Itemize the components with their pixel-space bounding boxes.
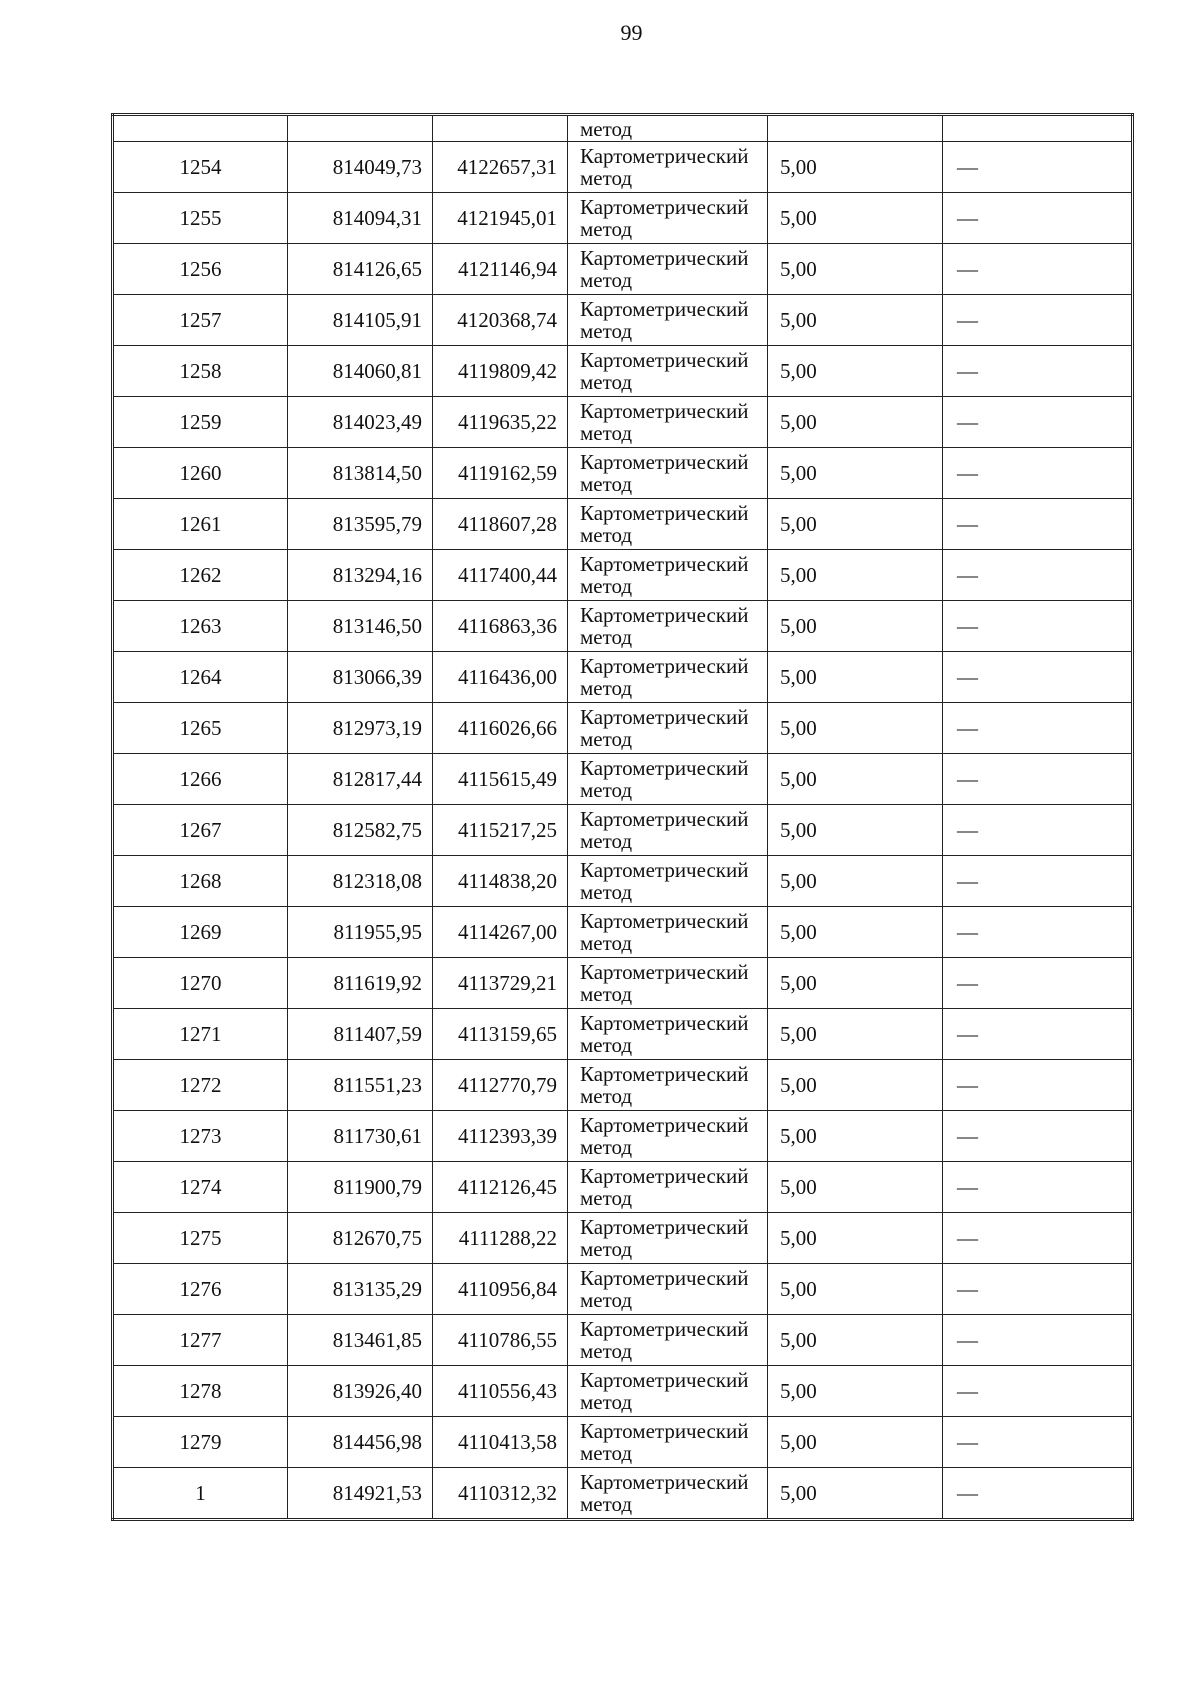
cell-num: 1269: [113, 907, 288, 958]
method-line-1: Картометрический: [580, 1266, 749, 1290]
cell-desc: —: [943, 244, 1133, 295]
cell-accuracy: 5,00: [768, 1162, 943, 1213]
cell-x: 813595,79: [288, 499, 433, 550]
cell-accuracy: 5,00: [768, 703, 943, 754]
cell-y: 4120368,74: [433, 295, 568, 346]
cell-num: 1264: [113, 652, 288, 703]
cell-method: [568, 907, 768, 958]
method-line-1: Картометрический: [580, 1113, 749, 1137]
page-number: 99: [620, 20, 643, 45]
method-line-2: метод: [580, 727, 633, 751]
cell-y: 4112393,39: [433, 1111, 568, 1162]
cell-accuracy: 5,00: [768, 1315, 943, 1366]
method-line-1: Картометрический: [580, 960, 749, 984]
cell-num: 1257: [113, 295, 288, 346]
method-line-2: метод: [580, 1441, 633, 1465]
table-row: [113, 1111, 1133, 1162]
method-line-1: Картометрический: [580, 1215, 749, 1239]
cell-desc: —: [943, 448, 1133, 499]
cell-desc: —: [943, 805, 1133, 856]
cell-num: 1255: [113, 193, 288, 244]
method-line-2: метод: [580, 1492, 633, 1516]
cell-y: 4121146,94: [433, 244, 568, 295]
table-row: [113, 1060, 1133, 1111]
cell-desc: —: [943, 652, 1133, 703]
table-row: [113, 448, 1133, 499]
method-line-2: метод: [580, 1288, 633, 1312]
cell-accuracy: 5,00: [768, 295, 943, 346]
method-line-1: Картометрический: [580, 450, 749, 474]
table-row: [113, 1009, 1133, 1060]
table-row: [113, 1162, 1133, 1213]
cell-method: метод: [568, 115, 768, 142]
cell-num: 1263: [113, 601, 288, 652]
cell-method: [568, 1417, 768, 1468]
table-row: [113, 295, 1133, 346]
cell-desc: —: [943, 1009, 1133, 1060]
cell-x: 813066,39: [288, 652, 433, 703]
method-line-2: метод: [580, 1339, 633, 1363]
table-row: [113, 397, 1133, 448]
cell-y: 4110956,84: [433, 1264, 568, 1315]
cell-x: 814921,53: [288, 1468, 433, 1520]
cell-y: 4110786,55: [433, 1315, 568, 1366]
cell-desc: —: [943, 193, 1133, 244]
method-line-2: метод: [580, 676, 633, 700]
table-row: [113, 703, 1133, 754]
cell-num: 1278: [113, 1366, 288, 1417]
method-line-2: метод: [580, 574, 633, 598]
cell-method: [568, 1009, 768, 1060]
method-line-1: Картометрический: [580, 858, 749, 882]
cell-method: [568, 142, 768, 193]
cell-num: 1276: [113, 1264, 288, 1315]
cell-method: [568, 1213, 768, 1264]
cell-desc: —: [943, 1111, 1133, 1162]
cell-accuracy: 5,00: [768, 958, 943, 1009]
cell-x: 813294,16: [288, 550, 433, 601]
cell-method: [568, 193, 768, 244]
cell-method: [568, 652, 768, 703]
cell-num: 1279: [113, 1417, 288, 1468]
method-line-1: Картометрический: [580, 1470, 749, 1494]
cell-num: 1258: [113, 346, 288, 397]
method-line-2: метод: [580, 931, 633, 955]
cell-x: 814060,81: [288, 346, 433, 397]
cell-method: [568, 601, 768, 652]
cell-y: 4113729,21: [433, 958, 568, 1009]
cell-accuracy: [768, 115, 943, 142]
method-line-1: Картометрический: [580, 1368, 749, 1392]
table-row: [113, 601, 1133, 652]
cell-y: 4110413,58: [433, 1417, 568, 1468]
table-body: [113, 115, 1133, 1520]
cell-y: 4121945,01: [433, 193, 568, 244]
cell-y: 4112770,79: [433, 1060, 568, 1111]
cell-num: 1265: [113, 703, 288, 754]
cell-y: 4110556,43: [433, 1366, 568, 1417]
cell-desc: —: [943, 856, 1133, 907]
cell-desc: —: [943, 499, 1133, 550]
cell-num: 1267: [113, 805, 288, 856]
table-row: [113, 550, 1133, 601]
cell-method: [568, 1111, 768, 1162]
method-line-2: метод: [580, 1237, 633, 1261]
cell-method: [568, 1468, 768, 1520]
cell-method: [568, 1162, 768, 1213]
cell-num: 1262: [113, 550, 288, 601]
cell-num: 1259: [113, 397, 288, 448]
cell-x: 812318,08: [288, 856, 433, 907]
cell-desc: —: [943, 958, 1133, 1009]
cell-accuracy: 5,00: [768, 448, 943, 499]
cell-num: 1274: [113, 1162, 288, 1213]
method-line-1: Картометрический: [580, 1317, 749, 1341]
method-line-1: Картометрический: [580, 756, 749, 780]
method-line-2: метод: [580, 217, 633, 241]
cell-num: 1266: [113, 754, 288, 805]
cell-accuracy: 5,00: [768, 1213, 943, 1264]
method-line-1: Картометрический: [580, 552, 749, 576]
method-line-1: Картометрический: [580, 1062, 749, 1086]
cell-accuracy: 5,00: [768, 1060, 943, 1111]
cell-accuracy: 5,00: [768, 856, 943, 907]
cell-num: 1275: [113, 1213, 288, 1264]
coordinates-table: [111, 113, 1134, 1521]
table-row: [113, 1264, 1133, 1315]
method-line-1: Картометрический: [580, 603, 749, 627]
method-line-2: метод: [580, 1186, 633, 1210]
cell-x: 812973,19: [288, 703, 433, 754]
method-line-2: метод: [580, 166, 633, 190]
cell-method: [568, 958, 768, 1009]
method-line-1: Картометрический: [580, 1011, 749, 1035]
method-line-1: Картометрический: [580, 501, 749, 525]
cell-x: [288, 115, 433, 142]
cell-num: 1268: [113, 856, 288, 907]
cell-accuracy: 5,00: [768, 1417, 943, 1468]
cell-x: 811551,23: [288, 1060, 433, 1111]
cell-num: 1: [113, 1468, 288, 1520]
table-row: [113, 244, 1133, 295]
cell-method: [568, 244, 768, 295]
cell-num: [113, 115, 288, 142]
table-row: [113, 805, 1133, 856]
cell-y: 4119162,59: [433, 448, 568, 499]
cell-y: 4122657,31: [433, 142, 568, 193]
cell-accuracy: 5,00: [768, 1009, 943, 1060]
method-line-2: метод: [580, 1135, 633, 1159]
cell-y: 4116436,00: [433, 652, 568, 703]
cell-num: 1272: [113, 1060, 288, 1111]
cell-num: 1277: [113, 1315, 288, 1366]
table-row: [113, 346, 1133, 397]
cell-num: 1273: [113, 1111, 288, 1162]
cell-x: 811730,61: [288, 1111, 433, 1162]
cell-x: 811407,59: [288, 1009, 433, 1060]
cell-method: [568, 346, 768, 397]
cell-method: [568, 856, 768, 907]
cell-desc: —: [943, 1366, 1133, 1417]
cell-y: 4119809,42: [433, 346, 568, 397]
cell-method: [568, 499, 768, 550]
method-line-2: метод: [580, 1390, 633, 1414]
method-line-1: Картометрический: [580, 705, 749, 729]
cell-y: 4113159,65: [433, 1009, 568, 1060]
cell-desc: —: [943, 907, 1133, 958]
method-line-2: метод: [580, 829, 633, 853]
method-line-2: метод: [580, 421, 633, 445]
method-line-2: метод: [580, 778, 633, 802]
cell-y: 4116026,66: [433, 703, 568, 754]
method-line-1: Картометрический: [580, 399, 749, 423]
cell-x: 812670,75: [288, 1213, 433, 1264]
cell-num: 1254: [113, 142, 288, 193]
table-row: [113, 958, 1133, 1009]
cell-x: 811955,95: [288, 907, 433, 958]
cell-x: 812817,44: [288, 754, 433, 805]
cell-x: 814094,31: [288, 193, 433, 244]
table-row: [113, 754, 1133, 805]
cell-accuracy: 5,00: [768, 397, 943, 448]
cell-accuracy: 5,00: [768, 499, 943, 550]
method-line-2: метод: [580, 1033, 633, 1057]
table-row: [113, 499, 1133, 550]
cell-y: 4114838,20: [433, 856, 568, 907]
cell-x: 814049,73: [288, 142, 433, 193]
table-row: [113, 856, 1133, 907]
cell-method: [568, 550, 768, 601]
cell-accuracy: 5,00: [768, 346, 943, 397]
cell-accuracy: 5,00: [768, 754, 943, 805]
cell-x: 814023,49: [288, 397, 433, 448]
cell-y: 4114267,00: [433, 907, 568, 958]
method-line-2: метод: [580, 625, 633, 649]
method-line-2: метод: [580, 523, 633, 547]
method-line-1: Картометрический: [580, 348, 749, 372]
cell-method: [568, 397, 768, 448]
cell-method: [568, 1315, 768, 1366]
cell-method: [568, 805, 768, 856]
cell-y: 4116863,36: [433, 601, 568, 652]
cell-method: [568, 295, 768, 346]
cell-method: [568, 1060, 768, 1111]
cell-accuracy: 5,00: [768, 244, 943, 295]
method-line-1: Картометрический: [580, 144, 749, 168]
cell-method: [568, 703, 768, 754]
table-row: [113, 1468, 1133, 1520]
cell-y: 4117400,44: [433, 550, 568, 601]
cell-desc: —: [943, 397, 1133, 448]
method-line-1: Картометрический: [580, 195, 749, 219]
cell-desc: —: [943, 1213, 1133, 1264]
cell-accuracy: 5,00: [768, 193, 943, 244]
cell-num: 1271: [113, 1009, 288, 1060]
method-line-1: Картометрический: [580, 1164, 749, 1188]
cell-num: 1260: [113, 448, 288, 499]
table-row: [113, 1417, 1133, 1468]
cell-x: 814126,65: [288, 244, 433, 295]
method-line-2: метод: [580, 982, 633, 1006]
cell-num: 1256: [113, 244, 288, 295]
cell-y: 4115217,25: [433, 805, 568, 856]
cell-method: [568, 754, 768, 805]
cell-y: 4118607,28: [433, 499, 568, 550]
cell-desc: —: [943, 295, 1133, 346]
cell-x: 814105,91: [288, 295, 433, 346]
table-row-continuation: [113, 115, 1133, 142]
cell-method: [568, 1366, 768, 1417]
cell-desc: [943, 115, 1133, 142]
method-line-2: метод: [580, 472, 633, 496]
cell-accuracy: 5,00: [768, 142, 943, 193]
cell-accuracy: 5,00: [768, 1366, 943, 1417]
method-line-2: метод: [580, 1084, 633, 1108]
method-line-1: Картометрический: [580, 246, 749, 270]
cell-x: 811900,79: [288, 1162, 433, 1213]
table-row: [113, 1315, 1133, 1366]
cell-y: 4111288,22: [433, 1213, 568, 1264]
cell-desc: —: [943, 1060, 1133, 1111]
cell-y: 4112126,45: [433, 1162, 568, 1213]
table-row: [113, 907, 1133, 958]
cell-method: [568, 448, 768, 499]
method-line-1: Картометрический: [580, 297, 749, 321]
cell-accuracy: 5,00: [768, 1111, 943, 1162]
table-row: [113, 193, 1133, 244]
cell-x: 813814,50: [288, 448, 433, 499]
cell-x: 812582,75: [288, 805, 433, 856]
cell-x: 813926,40: [288, 1366, 433, 1417]
cell-desc: —: [943, 346, 1133, 397]
cell-x: 813461,85: [288, 1315, 433, 1366]
method-line-2: метод: [580, 370, 633, 394]
cell-desc: —: [943, 1468, 1133, 1520]
table-row: [113, 652, 1133, 703]
cell-desc: —: [943, 550, 1133, 601]
cell-num: 1261: [113, 499, 288, 550]
cell-y: 4110312,32: [433, 1468, 568, 1520]
cell-desc: —: [943, 754, 1133, 805]
cell-desc: —: [943, 1315, 1133, 1366]
cell-accuracy: 5,00: [768, 1468, 943, 1520]
cell-accuracy: 5,00: [768, 652, 943, 703]
cell-x: 813146,50: [288, 601, 433, 652]
cell-accuracy: 5,00: [768, 1264, 943, 1315]
method-line-1: Картометрический: [580, 909, 749, 933]
method-line-1: Картометрический: [580, 654, 749, 678]
cell-y: 4115615,49: [433, 754, 568, 805]
cell-desc: —: [943, 1417, 1133, 1468]
method-line-1: Картометрический: [580, 1419, 749, 1443]
cell-y: [433, 115, 568, 142]
cell-accuracy: 5,00: [768, 550, 943, 601]
cell-desc: —: [943, 703, 1133, 754]
cell-desc: —: [943, 1264, 1133, 1315]
cell-desc: —: [943, 1162, 1133, 1213]
table-row: [113, 142, 1133, 193]
method-line-1: Картометрический: [580, 807, 749, 831]
cell-desc: —: [943, 601, 1133, 652]
cell-x: 811619,92: [288, 958, 433, 1009]
cell-accuracy: 5,00: [768, 805, 943, 856]
table-row: [113, 1366, 1133, 1417]
cell-accuracy: 5,00: [768, 907, 943, 958]
method-line-2: метод: [580, 319, 633, 343]
cell-x: 814456,98: [288, 1417, 433, 1468]
table-row: [113, 1213, 1133, 1264]
method-line-2: метод: [580, 268, 633, 292]
cell-method: [568, 1264, 768, 1315]
cell-accuracy: 5,00: [768, 601, 943, 652]
cell-num: 1270: [113, 958, 288, 1009]
cell-y: 4119635,22: [433, 397, 568, 448]
cell-x: 813135,29: [288, 1264, 433, 1315]
method-line-2: метод: [580, 880, 633, 904]
cell-desc: —: [943, 142, 1133, 193]
